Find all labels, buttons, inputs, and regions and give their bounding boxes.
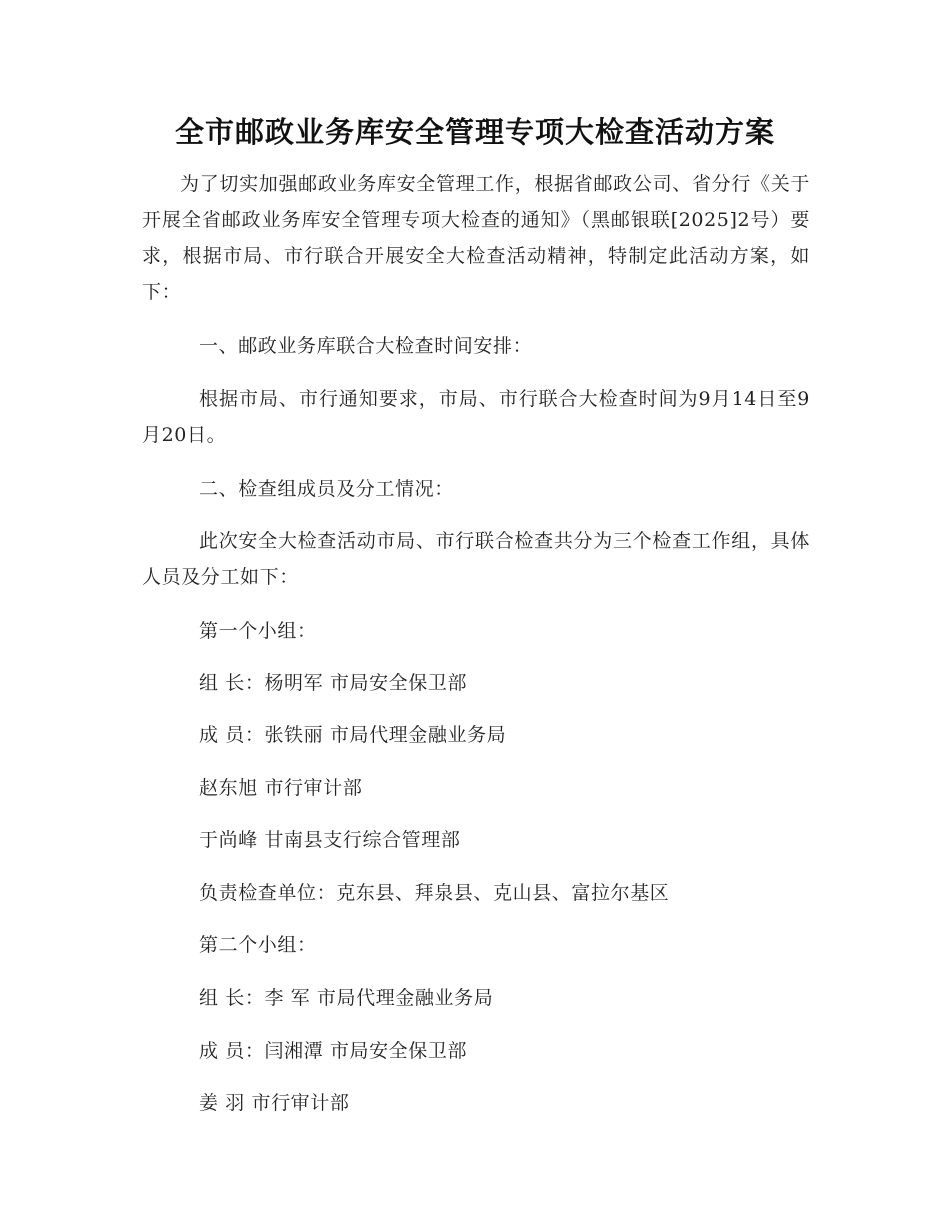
group-1-member-1: 成 员：张铁丽 市局代理金融业务局 [199, 724, 507, 746]
group-1-leader: 组 长：杨明军 市局安全保卫部 [199, 672, 468, 694]
section-2-body: 此次安全大检查活动市局、市行联合检查共分为三个检查工作组，具体人员及分工如下： [142, 530, 810, 588]
section-1-heading: 一、邮政业务库联合大检查时间安排： [199, 335, 533, 357]
document-title: 全市邮政业务库安全管理专项大检查活动方案 [174, 115, 775, 149]
section-2-heading: 二、检查组成员及分工情况： [199, 478, 454, 500]
intro-paragraph: 为了切实加强邮政业务库安全管理工作，根据省邮政公司、省分行《关于开展全省邮政业务库安全管理专项大检查的通知》（黑邮银联[2025]2号）要求，根据市局、市行联合开展安全大检查活动精神，特制定此活动方案，如下： [142, 173, 810, 303]
group-1-member-3: 于尚峰 甘南县支行综合管理部 [199, 829, 461, 851]
section-1-body: 根据市局、市行通知要求，市局、市行联合大检查时间为9月14日至9月20日。 [142, 388, 810, 446]
group-1-units: 负责检查单位：克东县、拜泉县、克山县、富拉尔基区 [199, 882, 670, 904]
group-2-member-1: 成 员：闫湘潭 市局安全保卫部 [199, 1040, 468, 1062]
group-1-member-2: 赵东旭 市行审计部 [199, 777, 363, 799]
group-2-heading: 第二个小组： [199, 934, 317, 956]
group-1-heading: 第一个小组： [199, 620, 317, 642]
group-2-leader: 组 长：李 军 市局代理金融业务局 [199, 987, 494, 1009]
group-2-member-2: 姜 羽 市行审计部 [199, 1092, 350, 1114]
